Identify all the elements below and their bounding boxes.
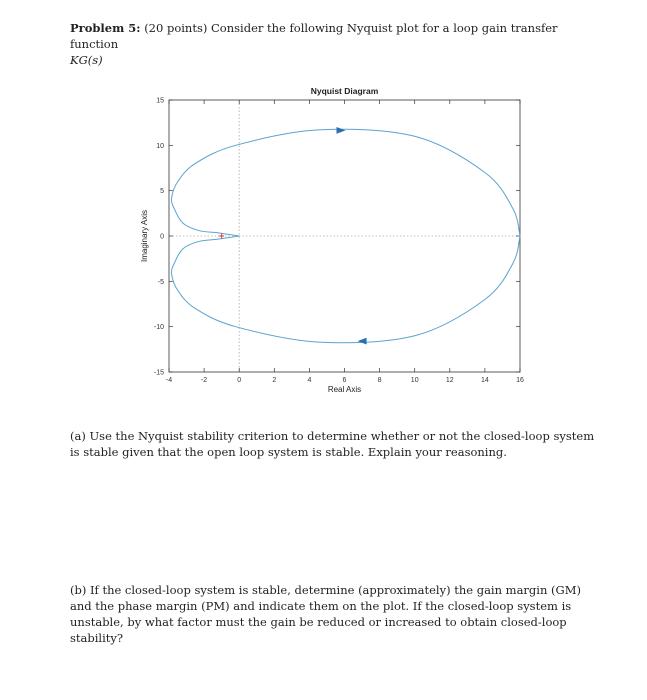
x-tick-label: 12 <box>445 377 454 384</box>
y-tick-label: -15 <box>153 369 164 377</box>
x-tick-label: -2 <box>200 377 208 384</box>
x-tick-label: 2 <box>272 377 277 384</box>
y-tick-label: -5 <box>157 278 164 286</box>
x-axis-label: Real Axis <box>327 385 362 394</box>
x-tick-label: 10 <box>410 377 419 384</box>
transfer-function: KG(s) <box>70 53 103 67</box>
problem-statement <box>70 20 600 68</box>
x-tick-label: 16 <box>516 377 524 384</box>
problem-label: Problem 5: <box>70 21 141 35</box>
x-tick-label: 0 <box>237 377 242 384</box>
y-tick-label: 5 <box>160 188 164 196</box>
x-tick-label: -4 <box>165 377 173 384</box>
x-tick-label: 4 <box>307 377 312 384</box>
chart-title: Nyquist Diagram <box>310 86 379 96</box>
part-b-question: (b) If the closed-loop system is stable, determine (approximately) the gain margin (GM) and the phase margin (PM) and indicate them on the plot. If the closed-loop system is unstable, by what factor must the gain be reduced or increased to obtain closed-loop stability? <box>70 583 581 645</box>
problem-points: (20 points) <box>144 21 208 35</box>
x-tick-label: 14 <box>481 377 489 384</box>
nyquist-chart <box>130 80 540 400</box>
y-tick-label: 15 <box>156 97 164 105</box>
part-a-question: (a) Use the Nyquist stability criterion to determine whether or not the closed-loop system is stable given that the open loop system is stable. Explain your reasoning. <box>70 429 595 459</box>
y-tick-label: 10 <box>156 142 164 150</box>
x-tick-label: 8 <box>377 377 382 384</box>
nyquist-figure <box>130 80 540 400</box>
y-tick-label: 0 <box>160 233 164 241</box>
y-tick-label: -10 <box>153 324 164 332</box>
x-tick-label: 6 <box>342 377 347 384</box>
y-axis-label: Imaginary Axis <box>140 209 149 263</box>
problem-text: Consider the following Nyquist plot for a loop gain transfer function <box>70 21 558 51</box>
